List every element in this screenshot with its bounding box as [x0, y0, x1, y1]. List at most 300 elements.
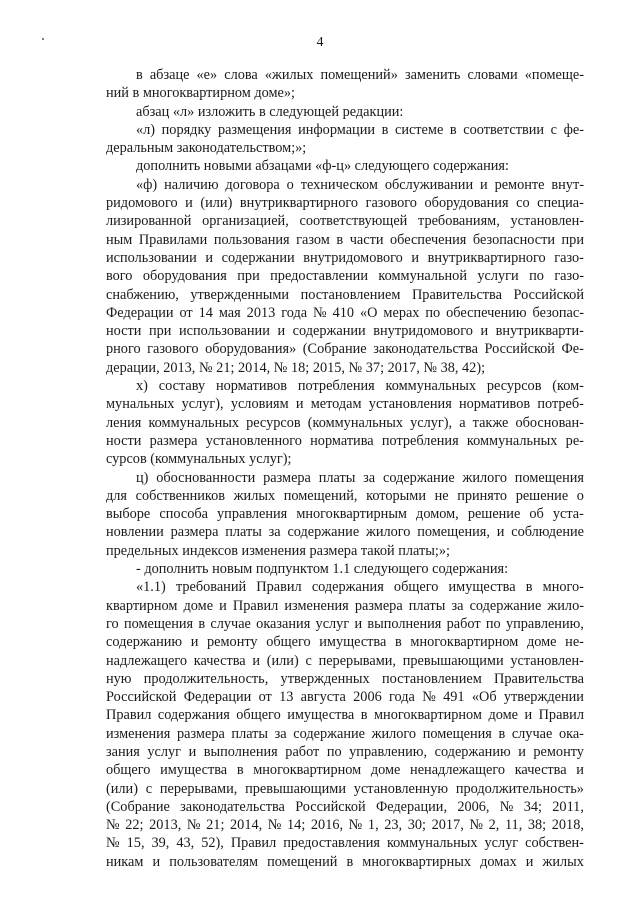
text-line — [106, 66, 584, 84]
word: продолжительность» — [455, 780, 584, 797]
word: Федерации, — [375, 798, 448, 815]
text-line — [106, 267, 584, 285]
word: работ — [446, 615, 481, 632]
word: «е» — [196, 67, 218, 83]
word: многоквартирном — [374, 707, 482, 724]
word: в — [381, 121, 389, 138]
word: ным — [106, 231, 133, 248]
word: домах — [480, 853, 517, 870]
word: заменить — [404, 67, 461, 83]
word: оборудования — [142, 268, 227, 285]
word: содержание — [382, 469, 455, 486]
word: при — [148, 323, 172, 340]
word: пользователям — [169, 853, 259, 870]
word: 2013, — [149, 817, 182, 834]
word: Российской — [106, 689, 177, 706]
word: ления — [106, 414, 142, 431]
word: и — [411, 249, 420, 266]
page-number: 4 — [316, 35, 324, 50]
word: содержание — [469, 597, 542, 614]
word: утверждении — [503, 689, 584, 706]
word: 2006 — [353, 689, 382, 706]
word: и — [295, 396, 304, 413]
word: качества — [514, 762, 567, 779]
text-line — [106, 194, 584, 212]
word: соответствии — [463, 121, 545, 138]
word: рного — [106, 341, 141, 358]
text-line — [106, 725, 584, 743]
text-line: деральным законодательством;»; — [106, 140, 307, 157]
word: использовании — [106, 249, 197, 266]
word: решение — [467, 506, 521, 523]
word: случае — [511, 725, 553, 742]
text-line: предельных индексов изменения размера такой платы;»; — [106, 542, 450, 559]
word: а — [459, 414, 466, 431]
word: обоснован- — [515, 414, 584, 431]
text-line — [106, 688, 584, 706]
word: собствен- — [525, 835, 584, 852]
word: требований — [175, 579, 247, 596]
word: размера — [263, 469, 311, 486]
word: помещений — [267, 853, 338, 870]
word: Правил — [538, 707, 584, 724]
word: в — [394, 634, 402, 651]
text-line — [106, 780, 584, 798]
word: установлен- — [510, 652, 584, 669]
word: от — [258, 689, 272, 706]
word: содержанию — [106, 634, 183, 651]
word: 30; — [407, 817, 426, 834]
word: 2014, — [230, 817, 263, 834]
word: № — [267, 817, 282, 834]
text-line — [106, 670, 584, 688]
word: доме — [526, 634, 557, 651]
word: коммунальных — [148, 414, 239, 431]
word: содержание — [293, 725, 365, 742]
word: (Собрание — [106, 798, 170, 815]
word: ремонту — [533, 743, 584, 760]
text-line — [106, 322, 584, 340]
word: утвержденными — [190, 286, 290, 303]
word: (ком- — [552, 378, 584, 395]
word: перерывами, — [318, 652, 396, 669]
word: размещения — [217, 121, 292, 138]
word: газового — [365, 195, 417, 212]
word: жилых — [233, 487, 276, 504]
word: продолжительность, — [143, 670, 269, 687]
word: постановлением — [300, 286, 401, 303]
word: снабжению, — [106, 286, 179, 303]
text-line — [106, 633, 584, 651]
word: и — [219, 597, 227, 614]
word: помещения — [514, 469, 584, 486]
word: в — [346, 853, 354, 870]
word: имущества — [319, 634, 387, 651]
word: коммунальной — [378, 268, 467, 285]
word: газом — [296, 231, 330, 248]
word: Правил — [256, 579, 302, 596]
word: содержание — [287, 524, 360, 541]
word: ресурсов — [486, 378, 542, 395]
word: составу — [158, 378, 206, 395]
word: установленную — [353, 780, 449, 797]
text-line: абзац «л» изложить в следующей редакции: — [136, 103, 404, 120]
word: о — [286, 176, 294, 193]
word: домом, — [416, 506, 459, 523]
word: внутриквартирного — [239, 195, 359, 212]
word: и — [518, 743, 526, 760]
word: вого — [106, 268, 133, 285]
word: системе — [394, 121, 444, 138]
word: техническом — [300, 176, 378, 193]
word: помещения — [123, 615, 194, 632]
word: имущества — [448, 579, 516, 596]
word: услуг), — [181, 396, 224, 413]
word: многоквартирным — [296, 506, 407, 523]
word: мерах — [383, 304, 420, 321]
word: утвержденных — [280, 670, 370, 687]
word: доме — [488, 707, 518, 724]
text-line — [106, 249, 584, 267]
word: Российской — [484, 341, 555, 358]
word: газо- — [554, 249, 584, 266]
word: ц) — [136, 469, 149, 486]
word: от — [179, 304, 193, 321]
word: услуги — [477, 268, 519, 285]
word: наличию — [164, 176, 219, 193]
word: 43, — [176, 835, 195, 852]
word: размера — [354, 597, 403, 614]
word: 39, — [151, 835, 170, 852]
text-line — [106, 853, 584, 871]
word: Правилами — [138, 231, 208, 248]
word: с — [145, 780, 153, 797]
word: перерывами, — [159, 780, 238, 797]
word: доме — [183, 597, 214, 614]
word: нормативов — [459, 396, 531, 413]
word: «помеще- — [524, 67, 584, 83]
word: ремонту — [207, 634, 258, 651]
text-line: сурсов (коммунальных услуг); — [106, 451, 292, 468]
word: в — [360, 707, 368, 724]
word: № — [499, 798, 514, 815]
word: мая — [218, 304, 241, 321]
word: об — [529, 506, 544, 523]
word: со — [516, 195, 530, 212]
word: (или) — [106, 780, 138, 797]
word: 2011, — [552, 798, 584, 815]
word: го — [106, 615, 119, 632]
word: постановлением — [381, 670, 482, 687]
word: изменения — [284, 597, 349, 614]
word: зания — [106, 743, 140, 760]
word: и — [190, 634, 199, 651]
word: 2013 — [246, 304, 276, 321]
text-line — [106, 615, 584, 633]
word: управлению, — [349, 743, 428, 760]
document-body — [106, 66, 584, 871]
word: в — [498, 725, 506, 742]
word: о — [576, 487, 584, 504]
word: 2016, — [310, 817, 344, 834]
text-line — [106, 743, 584, 761]
text-line — [106, 761, 584, 779]
word: соответствующей — [299, 213, 408, 230]
word: абзаце — [149, 67, 190, 83]
word: ную — [106, 670, 132, 687]
word: коммунальных — [386, 835, 478, 852]
word: «ф) — [136, 176, 158, 193]
word: общего — [266, 634, 311, 651]
word: и — [525, 853, 534, 870]
word: содержании — [221, 249, 295, 266]
word: за — [268, 524, 281, 541]
word: установленного — [205, 432, 302, 449]
word: по — [425, 304, 441, 321]
text-line: - дополнить новым подпунктом 1.1 следующего содержания: — [136, 561, 509, 578]
word: решение — [515, 487, 569, 504]
word: ресурсов — [246, 414, 301, 431]
word: и — [576, 762, 584, 779]
word: 14; — [287, 817, 306, 834]
word: общего — [106, 762, 151, 779]
word: помещения — [422, 725, 492, 742]
word: и — [277, 323, 286, 340]
word: № — [422, 689, 436, 706]
word: установлен- — [510, 213, 584, 230]
word: внутриквартирного — [427, 249, 546, 266]
word: в — [336, 231, 344, 248]
word: потребления — [297, 378, 375, 395]
word: услуг — [315, 615, 350, 632]
word: потребления — [381, 432, 459, 449]
word: работ — [285, 743, 320, 760]
word: не — [434, 487, 449, 504]
word: превышающими — [402, 652, 504, 669]
word: и — [354, 615, 363, 632]
word: 1, — [367, 817, 379, 834]
word: договора — [225, 176, 280, 193]
word: размера — [176, 725, 225, 742]
word: обоснованности — [156, 469, 256, 486]
word: оказания — [256, 615, 311, 632]
word: не- — [565, 634, 584, 651]
word: размера — [149, 432, 198, 449]
text-line — [106, 505, 584, 523]
word: ре- — [565, 432, 584, 449]
word: № — [106, 835, 120, 852]
word: имущества — [287, 707, 355, 724]
word: 2, — [488, 817, 500, 834]
word: требованиям, — [418, 213, 500, 230]
word: платы — [408, 597, 446, 614]
word: ненадлежащего — [410, 762, 506, 779]
word: установления — [368, 396, 452, 413]
text-line — [106, 212, 584, 230]
text-line — [106, 286, 584, 304]
word: безопасности — [472, 231, 555, 248]
word: содержания — [311, 579, 384, 596]
word: газо- — [554, 268, 584, 285]
word: оборудования — [424, 195, 509, 212]
word: общего — [393, 579, 439, 596]
word: для — [106, 487, 127, 504]
word: жило- — [547, 597, 584, 614]
text-line — [106, 597, 584, 615]
word: информации — [298, 121, 376, 138]
word: организацией, — [202, 213, 289, 230]
word: Фе- — [561, 341, 584, 358]
word: квартирном — [106, 597, 178, 614]
word: Правил — [230, 835, 277, 852]
word: многоквартирном — [253, 762, 362, 779]
word: словами — [467, 67, 518, 83]
word: в — [236, 762, 244, 779]
word: выполнения — [203, 743, 278, 760]
word: ока- — [558, 725, 584, 742]
text-line — [106, 340, 584, 358]
word: соблюдение — [511, 524, 584, 541]
word: помещения, — [417, 524, 490, 541]
word: изменения — [106, 725, 171, 742]
text-line — [106, 176, 584, 194]
word: 38; — [527, 817, 547, 834]
word: ности — [106, 432, 142, 449]
text-line — [106, 231, 584, 249]
word: 2018, — [551, 817, 584, 834]
word: услуг), — [410, 414, 453, 431]
word: способа — [159, 506, 208, 523]
word: № — [106, 817, 120, 834]
word: внутридомового — [303, 249, 403, 266]
word: выборе — [106, 506, 151, 523]
word: Федерации — [183, 689, 252, 706]
word: платы — [225, 524, 262, 541]
word: платы — [231, 725, 269, 742]
text-line — [106, 706, 584, 724]
word: и — [480, 176, 488, 193]
word: с — [550, 121, 558, 138]
word: доме — [370, 762, 401, 779]
word: «1.1) — [136, 579, 166, 596]
word: методам — [310, 396, 362, 413]
word: за — [363, 469, 376, 486]
word: коммунальных — [385, 378, 477, 395]
word: внут- — [551, 176, 584, 193]
text-line — [106, 414, 584, 432]
word: 491 — [443, 689, 465, 706]
word: размера — [170, 524, 219, 541]
word: слова — [224, 67, 258, 83]
word: содержанию — [434, 743, 511, 760]
word: выполнения — [367, 615, 442, 632]
word: жилого — [462, 469, 507, 486]
word: газового — [147, 341, 199, 358]
word: новлении — [106, 524, 164, 541]
word: и — [524, 707, 533, 724]
word: Правительства — [494, 670, 584, 687]
word: помещений, — [283, 487, 358, 504]
word: и — [205, 249, 214, 266]
text-line — [106, 432, 584, 450]
word: предоставлении — [270, 268, 368, 285]
word: которыми — [366, 487, 426, 504]
word: августа — [300, 689, 346, 706]
word: обслуживании — [384, 176, 474, 193]
word: Правил — [106, 707, 152, 724]
word: по — [529, 268, 544, 285]
word: 52), — [201, 835, 224, 852]
word: внутрикварти- — [495, 323, 584, 340]
text-line — [106, 834, 584, 852]
word: и — [152, 853, 161, 870]
word: содержания — [157, 707, 230, 724]
word: года — [281, 304, 308, 321]
text-line: дополнить новыми абзацами «ф-ц» следующего содержания: — [136, 158, 509, 175]
word: собственников — [135, 487, 226, 504]
word: многоквартирных — [362, 853, 472, 870]
word: условиям — [230, 396, 289, 413]
word: жилого — [371, 725, 417, 742]
word: имущества — [160, 762, 228, 779]
word: 2017, — [431, 817, 464, 834]
text-line — [106, 469, 584, 487]
word: многоквартирном — [410, 634, 519, 651]
text-line: дерации, 2013, № 21; 2014, № 18; 2015, № 37; 2017, № 38, 42); — [106, 359, 486, 376]
word: потреб- — [537, 396, 584, 413]
word: ремонте — [494, 176, 545, 193]
word: 34; — [523, 798, 542, 815]
word: (или) — [266, 652, 299, 669]
text-line — [106, 523, 584, 541]
word: № — [469, 817, 484, 834]
word: по — [326, 743, 342, 760]
text-line — [106, 816, 584, 834]
word: много- — [542, 579, 584, 596]
word: платы — [318, 469, 356, 486]
word: случае — [210, 615, 251, 632]
word: года — [389, 689, 415, 706]
word: нормативов — [215, 378, 288, 395]
word: «л) — [136, 121, 156, 138]
word: и — [496, 524, 505, 541]
text-line — [106, 304, 584, 322]
word: надлежащего — [106, 652, 187, 669]
word: 14 — [198, 304, 213, 321]
text-line: ний в многоквартирном доме»; — [106, 85, 296, 102]
word: управления — [217, 506, 288, 523]
word: качества — [193, 652, 246, 669]
word: Федерации — [106, 304, 174, 321]
word: в — [136, 67, 143, 83]
word: также — [472, 414, 509, 431]
word: ридомового — [106, 195, 178, 212]
word: внутридомового — [373, 323, 473, 340]
word: обеспечения — [390, 231, 467, 248]
word: с — [305, 652, 312, 669]
word: помещений» — [320, 67, 398, 83]
word: жилого — [365, 524, 411, 541]
word: «жилых — [264, 67, 314, 83]
word: жилых — [542, 853, 584, 870]
word: Правительства — [411, 286, 502, 303]
word: части — [349, 231, 384, 248]
word: порядку — [161, 121, 212, 138]
word: услуг — [484, 835, 519, 852]
word: № — [313, 304, 327, 321]
word: обеспечению — [446, 304, 527, 321]
word: за — [274, 725, 287, 742]
